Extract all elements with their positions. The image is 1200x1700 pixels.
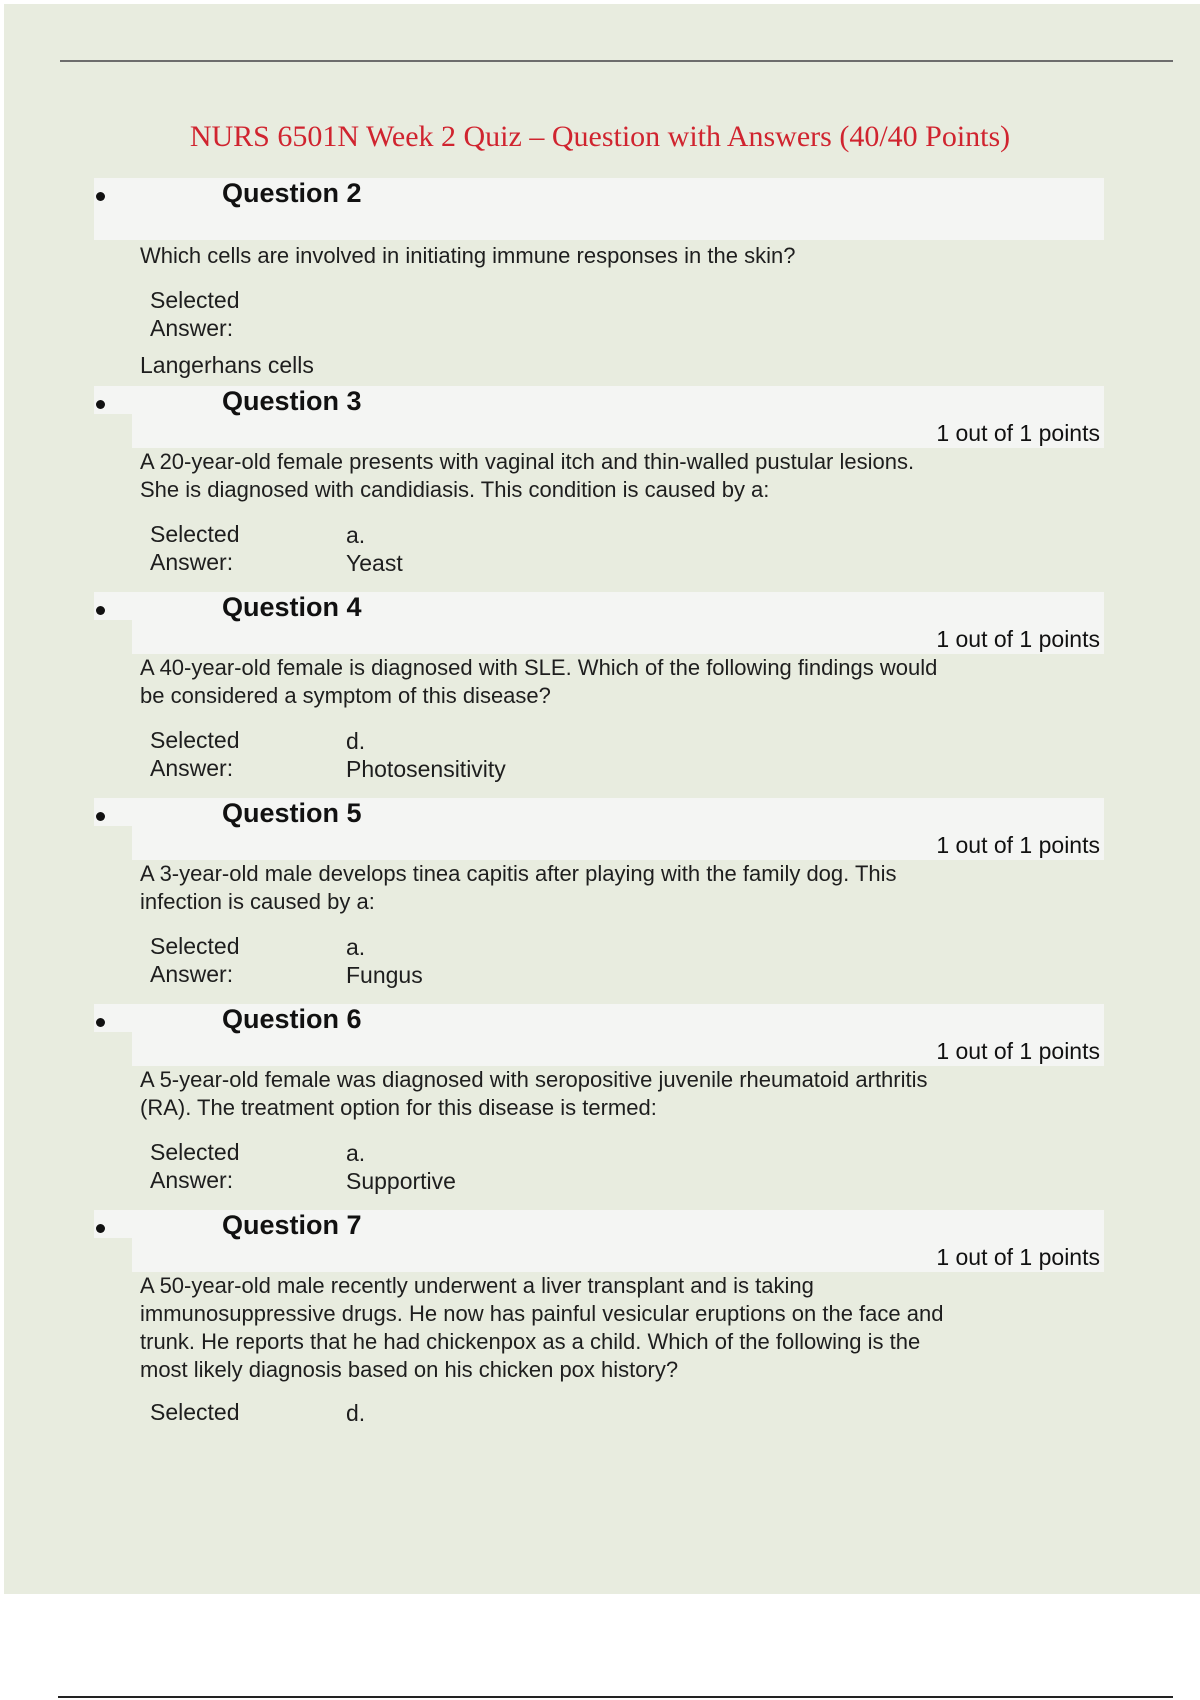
points-badge: 1 out of 1 points: [936, 1244, 1100, 1270]
bullet-icon: [96, 1018, 105, 1027]
question-text: A 50-year-old male recently underwent a liver transplant and is taking immunosuppressive drugs. He now has painful vesicular eruptions on the face and trunk. He reports that he had chickenpox as a child. Which of the following is the most likely diagnosis based on his chicken pox history?: [140, 1273, 944, 1382]
selected-answer: Photosensitivity: [346, 756, 506, 782]
question-title: Question 4: [222, 592, 362, 622]
question-text: Which cells are involved in initiating immune responses in the skin?: [140, 243, 796, 268]
bullet-icon: [96, 606, 105, 615]
selected-answer: Supportive: [346, 1168, 456, 1194]
points-badge: 1 out of 1 points: [936, 420, 1100, 446]
question-text: A 5-year-old female was diagnosed with seropositive juvenile rheumatoid arthritis (RA). The treatment option for this disease is termed:: [140, 1067, 928, 1120]
bullet-icon: [96, 1224, 105, 1233]
question-title: Question 3: [222, 386, 362, 416]
bullet-icon: [96, 812, 105, 821]
answer-letter: a.: [346, 1140, 366, 1166]
points-badge: 1 out of 1 points: [936, 1038, 1100, 1064]
bullet-icon: [96, 192, 105, 201]
question-title: Question 5: [222, 798, 362, 828]
selected-answer-label: Selected Answer:: [150, 521, 240, 575]
selected-answer: Yeast: [346, 550, 403, 576]
question-title: Question 7: [222, 1210, 362, 1240]
question-title: Question 6: [222, 1004, 362, 1034]
top-divider: [60, 60, 1173, 62]
question-text: A 3-year-old male develops tinea capitis after playing with the family dog. This infection is caused by a:: [140, 861, 897, 914]
selected-answer: Fungus: [346, 962, 423, 988]
bottom-divider: [58, 1696, 1173, 1698]
selected-answer-label: Selected Answer:: [150, 287, 240, 341]
answer-letter: a.: [346, 934, 366, 960]
question-title: Question 2: [222, 178, 362, 208]
bullet-icon: [96, 400, 105, 409]
selected-answer-label: Selected Answer:: [150, 727, 240, 781]
answer-letter: d.: [346, 1400, 366, 1426]
answer-letter: d.: [346, 728, 366, 754]
question-text: A 20-year-old female presents with vaginal itch and thin-walled pustular lesions. She is diagnosed with candidiasis. This condition is caused by a:: [140, 449, 915, 502]
points-badge: 1 out of 1 points: [936, 832, 1100, 858]
selected-answer-label: Selected Answer:: [150, 933, 240, 987]
selected-answer-label: Selected: [150, 1399, 240, 1425]
question-text: A 40-year-old female is diagnosed with SLE. Which of the following findings would be considered a symptom of this disease?: [140, 655, 938, 708]
answer-letter: a.: [346, 522, 366, 548]
selected-answer: Langerhans cells: [140, 352, 314, 378]
points-badge: 1 out of 1 points: [936, 626, 1100, 652]
selected-answer-label: Selected Answer:: [150, 1139, 240, 1193]
document-title: NURS 6501N Week 2 Quiz – Question with Answers (40/40 Points): [189, 120, 1011, 153]
